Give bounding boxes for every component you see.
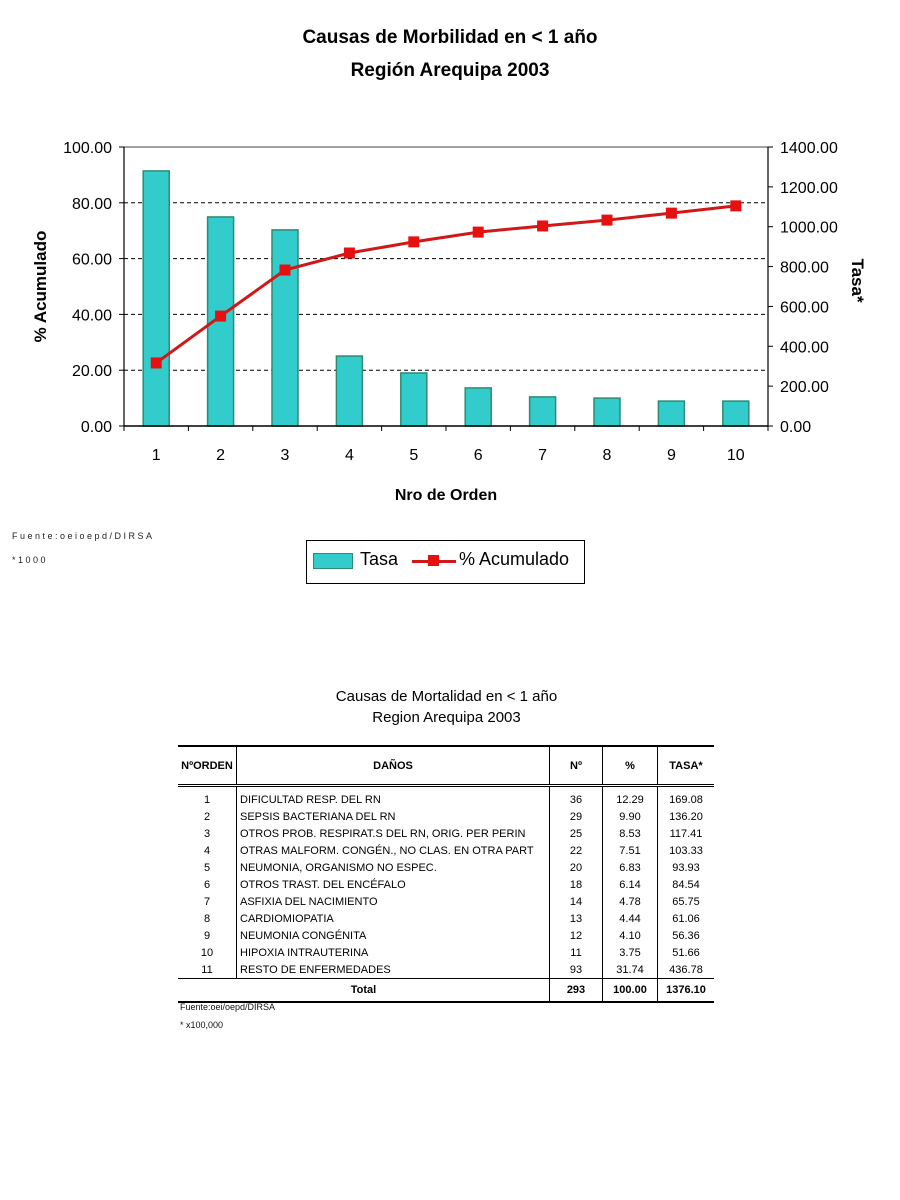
right-tick-label: 800.00	[780, 259, 829, 277]
left-tick-label: 20.00	[71, 363, 112, 381]
row-tasa: 61.06	[672, 912, 700, 925]
right-tick-label: 0.00	[780, 419, 812, 436]
legend-label-tasa: Tasa	[360, 549, 399, 569]
table-body	[178, 786, 714, 979]
row-porcentaje: 12.29	[603, 786, 658, 809]
point-acumulado-10	[730, 200, 741, 211]
row-porcentaje: 6.83	[603, 859, 658, 876]
y-axis-title-right: Tasa*	[848, 258, 867, 303]
row-orden: 4	[178, 842, 237, 859]
row-numero: 20	[550, 859, 603, 876]
point-acumulado-7	[537, 220, 548, 231]
row-numero: 25	[550, 825, 603, 842]
table-row	[178, 859, 714, 876]
row-numero: 14	[550, 893, 603, 910]
row-orden: 3	[178, 825, 237, 842]
bar-tasa-3	[272, 230, 298, 426]
row-tasa: 436.78	[669, 963, 703, 976]
row-dano: ASFIXIA DEL NACIMIENTO	[237, 893, 550, 910]
row-orden: 2	[178, 808, 237, 825]
point-acumulado-9	[666, 208, 677, 219]
row-orden: 9	[178, 927, 237, 944]
right-tick-label: 1400.00	[780, 140, 838, 157]
row-orden: 1	[178, 786, 237, 809]
row-porcentaje: 8.53	[603, 825, 658, 842]
total-tasa: 1376.10	[658, 979, 715, 1003]
right-tick-label: 1200.00	[780, 179, 838, 197]
table-row	[178, 825, 714, 842]
table-row	[178, 876, 714, 893]
row-porcentaje: 6.14	[603, 876, 658, 893]
mortality-table	[178, 745, 714, 1003]
row-dano: CARDIOMIOPATIA	[237, 910, 550, 927]
row-orden: 5	[178, 859, 237, 876]
header-numero: Nº	[550, 746, 603, 786]
x-tick-label: 8	[602, 447, 612, 464]
chart-unit-note: *1000	[12, 555, 49, 565]
row-dano: OTRAS MALFORM. CONGÉN., NO CLAS. EN OTRA PART	[237, 842, 550, 859]
x-tick-label: 10	[726, 447, 745, 464]
row-tasa: 84.54	[672, 878, 700, 891]
table-row	[178, 927, 714, 944]
point-acumulado-6	[473, 227, 484, 238]
table-row	[178, 786, 714, 809]
row-porcentaje: 31.74	[603, 961, 658, 979]
bars-tasa	[143, 171, 749, 426]
x-axis-title: Nro de Orden	[394, 487, 498, 504]
row-dano: HIPOXIA INTRAUTERINA	[237, 944, 550, 961]
x-tick-label: 9	[666, 447, 676, 464]
right-tick-label: 400.00	[780, 339, 829, 357]
table-title: Causas de Mortalidad en < 1 año	[335, 688, 558, 705]
x-tick-label: 5	[409, 447, 419, 464]
row-orden: 10	[178, 944, 237, 961]
total-porcentaje: 100.00	[603, 979, 658, 1003]
bar-tasa-10	[723, 401, 749, 426]
row-tasa: 103.33	[669, 844, 703, 857]
row-tasa: 65.75	[672, 895, 700, 908]
right-tick-label: 1000.00	[780, 219, 838, 237]
table-header-row	[178, 746, 714, 786]
row-numero: 36	[550, 786, 603, 809]
x-tick-label: 7	[538, 447, 548, 464]
row-dano: DIFICULTAD RESP. DEL RN	[237, 786, 550, 809]
row-numero: 13	[550, 910, 603, 927]
row-tasa: 93.93	[672, 861, 700, 874]
header-tasa: TASA*	[658, 746, 715, 786]
line-acumulado	[151, 200, 742, 368]
row-porcentaje: 3.75	[603, 944, 658, 961]
left-tick-label: 40.00	[71, 307, 112, 325]
bar-tasa-7	[530, 397, 556, 426]
row-porcentaje: 7.51	[603, 842, 658, 859]
row-porcentaje: 4.44	[603, 910, 658, 927]
row-dano: OTROS TRAST. DEL ENCÉFALO	[237, 876, 550, 893]
row-numero: 22	[550, 842, 603, 859]
left-tick-label: 100.00	[63, 140, 112, 157]
table-row	[178, 893, 714, 910]
bar-tasa-6	[465, 388, 491, 426]
row-porcentaje: 9.90	[603, 808, 658, 825]
table-row	[178, 910, 714, 927]
row-porcentaje: 4.78	[603, 893, 658, 910]
row-numero: 12	[550, 927, 603, 944]
bar-tasa-4	[336, 356, 362, 426]
y-axis-title-left: % Acumulado	[31, 230, 50, 343]
row-tasa: 136.20	[669, 810, 703, 823]
row-dano: NEUMONIA CONGÉNITA	[237, 927, 550, 944]
row-dano: SEPSIS BACTERIANA DEL RN	[237, 808, 550, 825]
header-orden: NºORDEN	[178, 746, 237, 786]
bar-tasa-9	[658, 401, 684, 426]
point-acumulado-1	[151, 357, 162, 368]
left-tick-label: 60.00	[71, 251, 112, 269]
pareto-chart	[0, 120, 900, 520]
row-numero: 18	[550, 876, 603, 893]
left-tick-label: 80.00	[71, 195, 112, 213]
line-acumulado-path	[156, 206, 736, 363]
bar-tasa-1	[143, 171, 169, 426]
point-acumulado-3	[280, 265, 291, 276]
row-orden: 8	[178, 910, 237, 927]
right-tick-label: 600.00	[780, 299, 829, 317]
table-subtitle: Region Arequipa 2003	[372, 709, 521, 726]
total-label: Total	[178, 979, 550, 1003]
x-tick-label: 6	[473, 447, 483, 464]
left-tick-label: 0.00	[80, 419, 112, 436]
bar-tasa-5	[401, 373, 427, 426]
row-porcentaje: 4.10	[603, 927, 658, 944]
table-row	[178, 944, 714, 961]
legend-swatch-tasa	[313, 553, 353, 569]
table-row	[178, 961, 714, 979]
point-acumulado-8	[602, 215, 613, 226]
header-danos: DAÑOS	[237, 746, 550, 786]
chart-title: Causas de Morbilidad en < 1 año	[302, 27, 598, 48]
table-total-row	[178, 979, 714, 1003]
table-source-note: Fuente:oei/oepd/DIRSA	[180, 1002, 276, 1012]
row-orden: 6	[178, 876, 237, 893]
row-tasa: 117.41	[669, 827, 703, 840]
point-acumulado-2	[215, 311, 226, 322]
row-orden: 7	[178, 893, 237, 910]
x-tick-label: 4	[344, 447, 354, 464]
row-numero: 11	[550, 944, 603, 961]
row-dano: NEUMONIA, ORGANISMO NO ESPEC.	[237, 859, 550, 876]
row-numero: 93	[550, 961, 603, 979]
legend-label-acumulado: % Acumulado	[459, 549, 570, 569]
point-acumulado-4	[344, 248, 355, 259]
total-numero: 293	[550, 979, 603, 1003]
point-acumulado-5	[408, 236, 419, 247]
legend-marker-acumulado	[428, 555, 439, 566]
table-row	[178, 842, 714, 859]
table-row	[178, 808, 714, 825]
row-dano: OTROS PROB. RESPIRAT.S DEL RN, ORIG. PER PERIN	[237, 825, 550, 842]
bar-tasa-8	[594, 398, 620, 426]
row-tasa: 169.08	[669, 793, 703, 806]
chart-source-note: Fuente:oeioepd/DIRSA	[12, 531, 155, 541]
x-tick-label: 2	[216, 447, 226, 464]
header-porcentaje: %	[603, 746, 658, 786]
table-footnote: * x100,000	[180, 1020, 224, 1030]
row-dano: RESTO DE ENFERMEDADES	[237, 961, 550, 979]
row-tasa: 56.36	[672, 929, 700, 942]
right-tick-label: 200.00	[780, 379, 829, 397]
row-orden: 11	[178, 961, 237, 979]
row-numero: 29	[550, 808, 603, 825]
chart-legend	[306, 540, 585, 584]
x-tick-label: 3	[280, 447, 290, 464]
x-tick-label: 1	[151, 447, 161, 464]
chart-subtitle: Región Arequipa 2003	[350, 60, 550, 81]
row-tasa: 51.66	[672, 946, 700, 959]
